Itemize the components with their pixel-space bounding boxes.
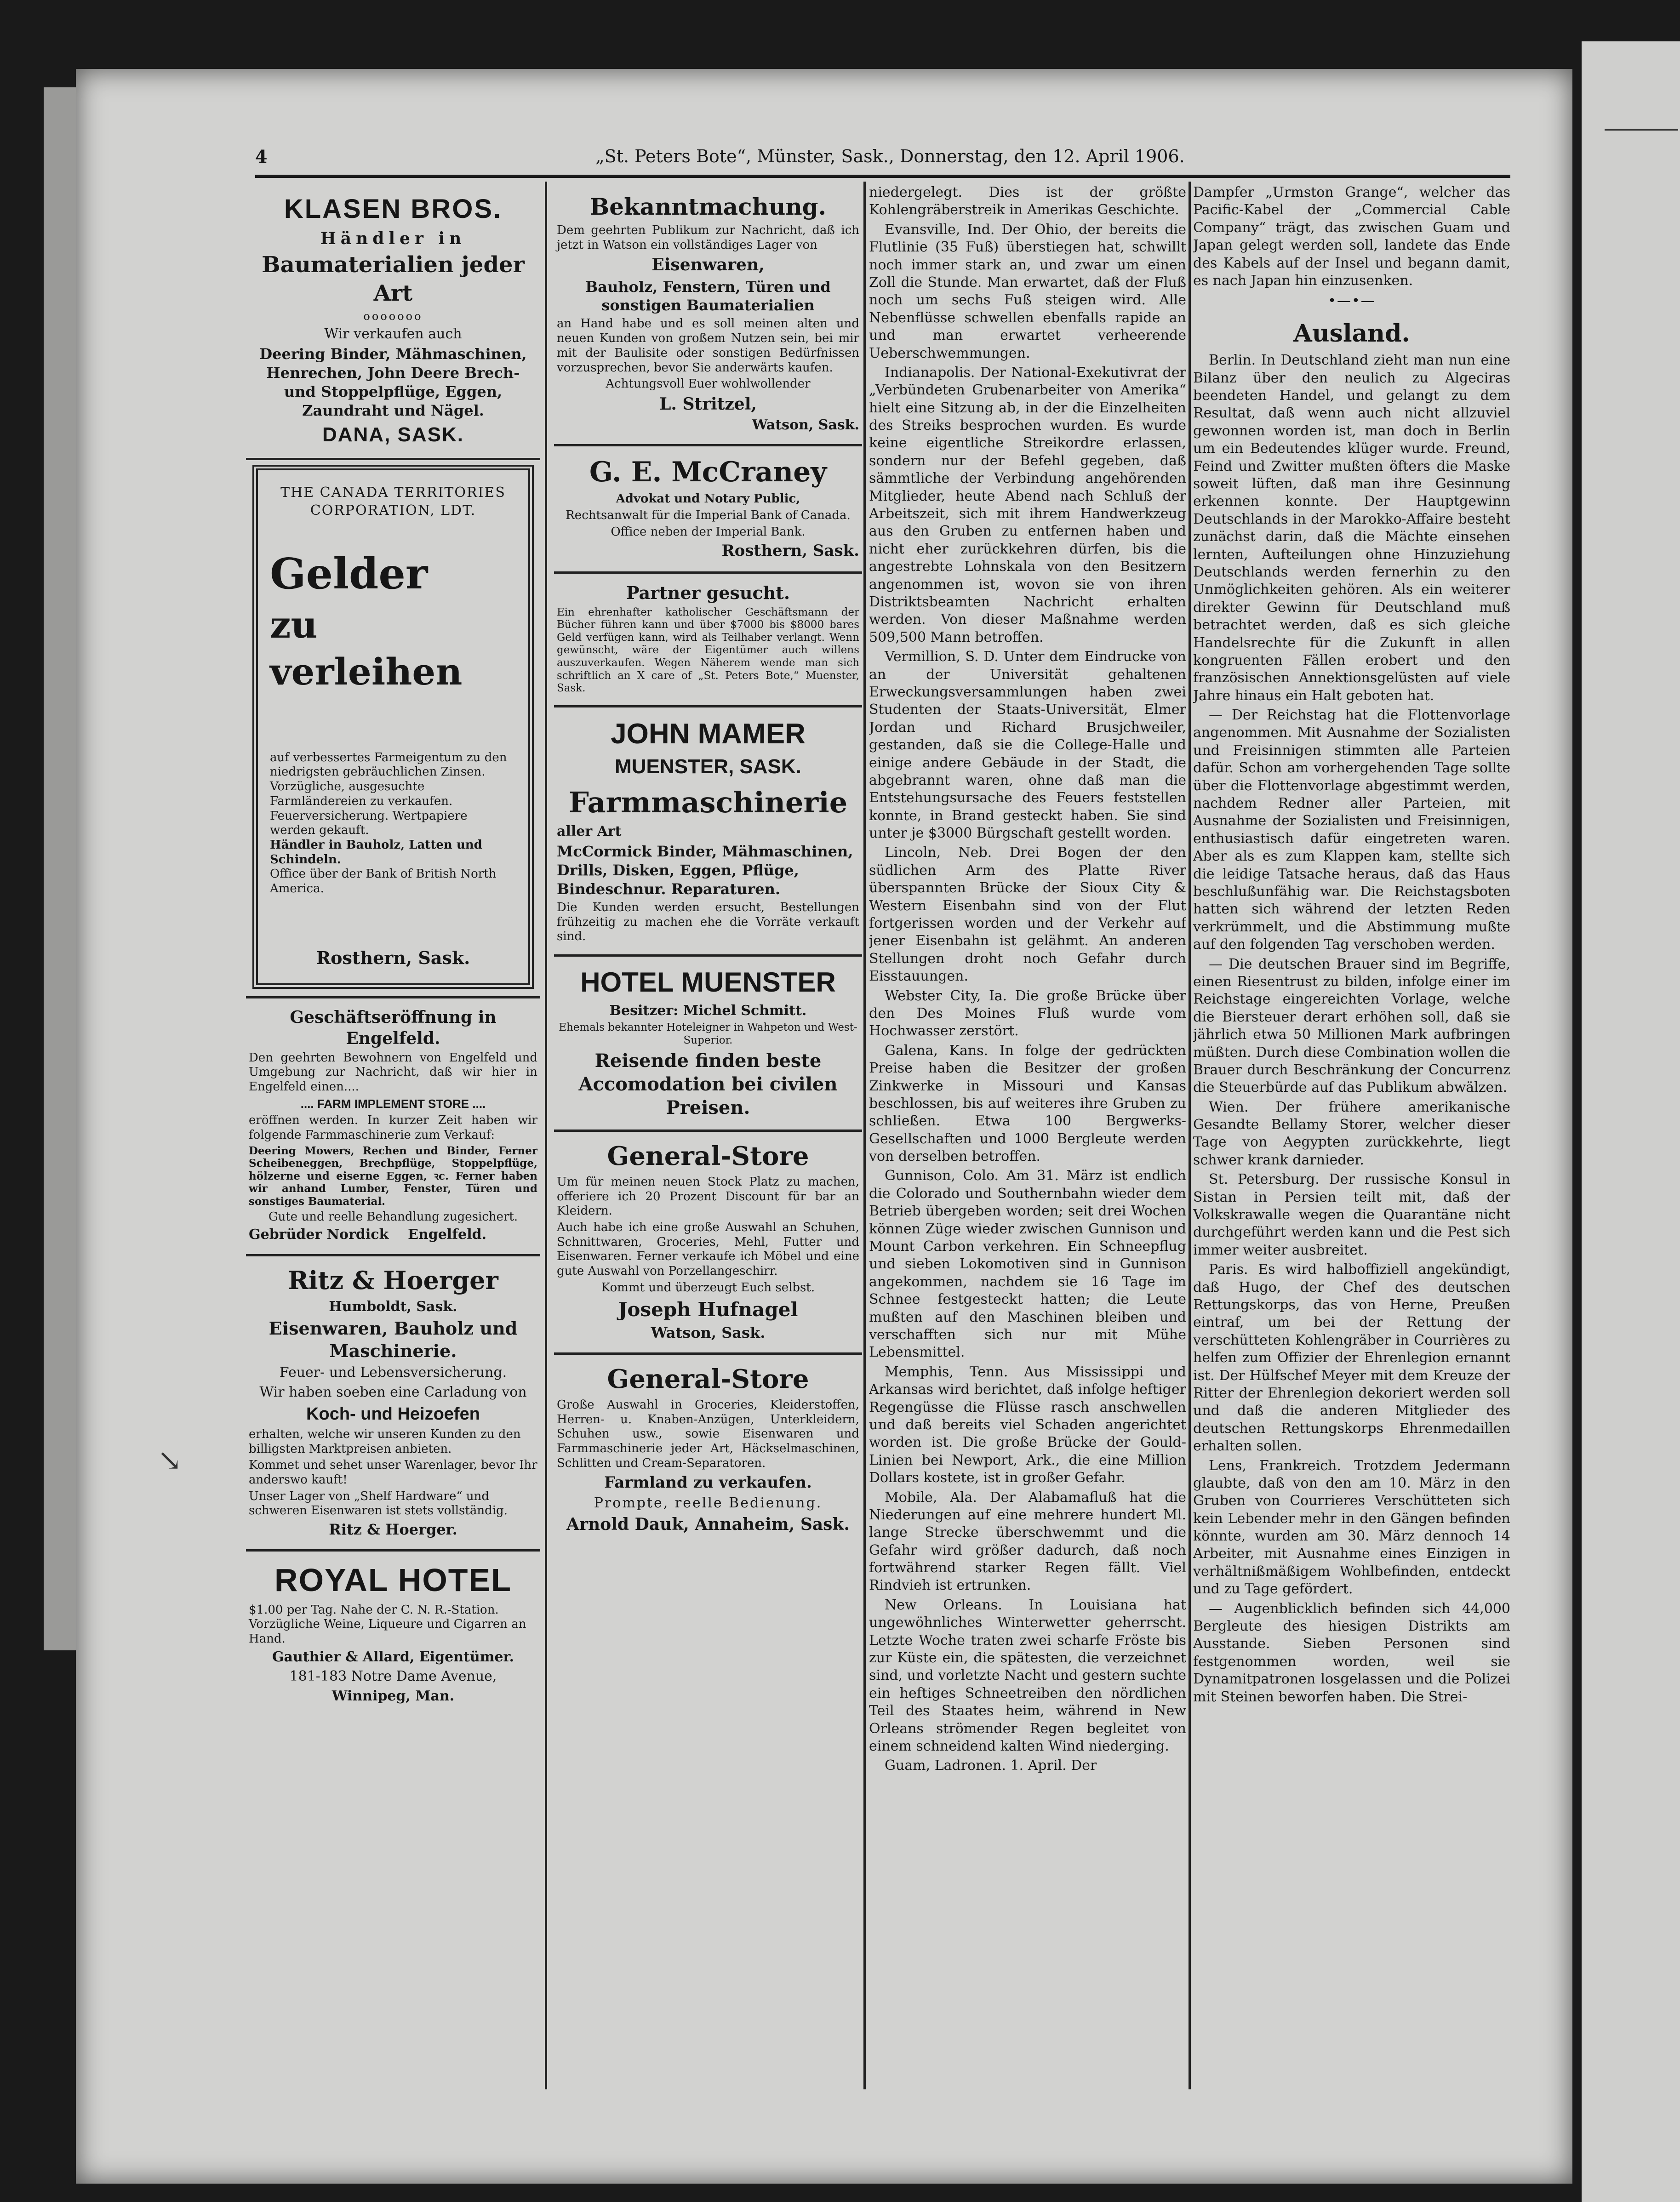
royal-addr: 181-183 Notre Dame Avenue,: [289, 1668, 497, 1685]
royal-city: Winnipeg, Man.: [331, 1688, 455, 1704]
ad-general-store-hufnagel: [554, 1132, 862, 1355]
ritz-l6: Kommet und sehet unser Warenlager, bevor Ihr anderswo kauft!: [249, 1458, 537, 1487]
klasen-name: KLASEN BROS.: [284, 194, 503, 224]
news-para: Vermillion, S. D. Unter dem Eindrucke von an der Universität gehaltenen Erweckungsversammlungen haben zwei Studenten der Staats-Universität, Elmer Jordan und Richard Brusjchweiler, gestanden, daß sie die College-Halle und einige andere Gebäude in der Stadt, die abgebrannt waren, ohne daß man die Entstehungsursache des Feuers feststellen konnte, in Brand gesteckt haben. Sie sind unter je $3000 Bürgschaft gestellt worden.: [869, 649, 1186, 842]
hotel-former: Ehemals bekannter Hoteleigner in Wahpeton und West-Superior.: [559, 1021, 857, 1046]
page-header: [255, 146, 1510, 174]
ritz-town: Humboldt, Sask.: [329, 1298, 457, 1315]
gs1-sign: Joseph Hufnagel: [618, 1298, 798, 1321]
news-para: St. Petersburg. Der russische Konsul in Sistan in Persien teilt mit, daß der Volkskrawalle wegen die Quarantäne nicht durchgeführt werden kann und die Pest sich immer weiter ausbreitet.: [1193, 1171, 1510, 1258]
header-line: „St. Peters Bote“, Münster, Sask., Donnerstag, den 12. April 1906.: [595, 146, 1185, 166]
column-rule-3: [1189, 182, 1191, 2089]
ritz-l3: Wir haben soeben eine Carladung von: [259, 1384, 527, 1400]
mamer-name: JOHN MAMER: [611, 718, 806, 750]
mamer-big: Farmmaschinerie: [568, 786, 848, 820]
hotel-t1: Reisende finden beste Accomodation bei civilen Preisen.: [578, 1050, 838, 1118]
news-para: Lincoln, Neb. Drei Bogen der den südlichen Arm des Platte River überspannten Brücke der Sioux City & Western Eisenbahn sind von der Flut fortgerissen worden und der Verkehr auf jener Eisenbahn ist gelähmt. An anderen Stellungen droht noch Gefahr durch Eisstauungen.: [869, 844, 1186, 985]
ritz-l7: Unser Lager von „Shelf Hardware“ und schweren Eisenwaren ist stets vollständig.: [249, 1489, 508, 1518]
news-para: Memphis, Tenn. Aus Mississippi und Arkansas wird berichtet, daß infolge heftiger Regengüsse die Flüsse rasch anschwellen und daß bereits viel Schaden angerichtet worden ist. Die große Brücke der Gould-Linien bei Newport, Ark., die eine Million Dollars kostete, ist in großer Gefahr.: [869, 1363, 1186, 1486]
bek-t2: Eisenwaren,: [651, 255, 765, 275]
ritz-name: Ritz & Hoerger: [288, 1265, 498, 1295]
news-para: — Augenblicklich befinden sich 44,000 Bergleute des hiesigen Distrikts am Ausstande. Sieben Personen sind festgenommen worden, weil sie Dynamitpatronen losgelassen und die Polizei mit Steinen beworfen haben. Die Strei-: [1193, 1600, 1510, 1705]
mamer-place: MUENSTER, SASK.: [615, 755, 801, 778]
mccraney-t2: Rechtsanwalt für die Imperial Bank of Canada.: [566, 508, 851, 522]
mamer-t2: Die Kunden werden ersucht, Bestellungen frühzeitig zu machen ehe die Vorräte verkauft sind.: [557, 901, 859, 944]
header-rule: [255, 175, 1510, 178]
klasen-l1: Händler in: [320, 229, 466, 249]
gs2-title: General-Store: [607, 1364, 809, 1395]
column-2: [554, 184, 862, 2092]
bek-t5: Achtungsvoll Euer wohlwollender: [606, 377, 811, 391]
news-para: — Der Reichstag hat die Flottenvorlage angenommen. Mit Ausnahme der Sozialisten und Freisinnigen stimmten alle Parteien dafür. Schon am vorhergehenden Tage sollte über die Flottenvorlage abgestimmt werden, nachdem Redner aller Parteien, mit Ausnahme der Sozialisten und Freisinnigen, enthusiastisch dafür eingetreten waren. Aber als es zum Klappen kam, stellte sich die leidige Tatsache heraus, daß das Haus beschlußunfähig war. Die Reichstagsboten hatten sich während der letzten Reden verkrümmelt, und die Abstimmung mußte auf den folgenden Tag verschoben werden.: [1193, 707, 1510, 953]
gs2-sign: Arnold Dauk, Annaheim, Sask.: [566, 1515, 850, 1535]
ad-mccraney: [554, 446, 862, 573]
canada-t4: Händler in Bauholz, Latten und Schindeln.: [270, 838, 482, 867]
ornament-divider: •—•—: [1328, 293, 1376, 309]
klasen-l4: Deering Binder, Mähmaschinen, Henrechen, John Deere Brech- und Stoppelpflüge, Eggen, Zaundraht und Nägel.: [259, 345, 527, 420]
mccraney-t3: Office neben der Imperial Bank.: [611, 525, 806, 539]
hotel-owner: Besitzer: Michel Schmitt.: [609, 1002, 807, 1019]
ad-john-mamer: [554, 707, 862, 957]
news-para: Berlin. In Deutschland zieht man nun eine Bilanz über den neulich zu Algeciras beendeten Handel, und gelangt zu dem Resultat, daß wenn auch nicht allzuviel gewonnen worden ist, man doch in Berlin um ein Bedeutendes klüger wurde. Freund, Feind und Zwitter mußten öfters die Maske soweit lüften, daß man ihre Gesinnung erkennen konnte. Der Hauptgewinn Deutschlands in der Marokko-Affaire besteht zunächst darin, daß die Mächte einsehen lernten, Aufteilungen ohne Hinzuziehung Deutschlands werden fernerhin zu den Unmöglichkeiten gehören. Als ein weiterer direkter Gewinn für Deutschland muß betrachtet werden, daß es sich gleiche Handelsrechte für die Zukunft in allen kongruenten Fällen erobert und den französischen Annektionsgelüsten auf viele Jahre hinaus ein Halt geboten hat.: [1193, 352, 1510, 704]
ad-bekanntmachung: [554, 184, 862, 446]
klasen-orn: ooooooo: [363, 310, 423, 323]
engelfeld-place: Engelfeld.: [408, 1227, 487, 1243]
canada-t5: Office über der Bank of British North America.: [270, 867, 497, 896]
klasen-place: DANA, SASK.: [322, 423, 464, 446]
ad-general-store-dauk: [554, 1355, 862, 1545]
gs1-title: General-Store: [607, 1141, 809, 1172]
canada-big2: zu verleihen: [270, 603, 463, 694]
engelfeld-t2: eröffnen werden. In kurzer Zeit haben wir folgende Farmmaschinerie zum Verkauf:: [249, 1113, 537, 1142]
ritz-l4: Koch- und Heizoefen: [306, 1404, 480, 1424]
partner-text: Ein ehrenhafter katholischer Geschäftsmann der Bücher führen kann und über $7000 bis $8000 bares Geld verfügen kann, wird als Teilhaber verlangt. Wenn gewünscht, wäre der Eigentümer auch willens auszuverkaufen. Wegen Näherem wende man sich schriftlich an X care of „St. Peters Bote,“ Muenster, Sask.: [557, 606, 859, 695]
bek-t3: Bauholz, Fenstern, Türen und sonstigen Baumaterialien: [585, 278, 831, 314]
ad-hotel-muenster: [554, 957, 862, 1132]
bek-t1: Dem geehrten Publikum zur Nachricht, daß ich jetzt in Watson ein vollständiges Lager von: [557, 223, 859, 252]
canada-t2: Vorzügliche, ausgesuchte Farmländereien zu verkaufen.: [270, 780, 453, 808]
pencil-mark: ↘: [157, 1443, 182, 1478]
news-para: niedergelegt. Dies ist der größte Kohlengräberstreik in Amerikas Geschichte.: [869, 184, 1186, 218]
page-number: 4: [255, 146, 268, 167]
news-para: Guam, Ladronen. 1. April. Der: [885, 1757, 1097, 1774]
canada-t3: Feuerversicherung. Wertpapiere werden gekauft.: [270, 809, 468, 838]
engelfeld-t4: Gute und reelle Behandlung zugesichert.: [268, 1209, 518, 1224]
gs1-t2: Auch habe ich eine große Auswahl an Schuhen, Schnittwaren, Groceries, Mehl, Futter und Eisenwaren. Ferner verkaufe ich Möbel und eine gute Auswahl von Porzellangeschirr.: [557, 1220, 859, 1278]
engelfeld-title: Geschäftseröffnung in Engelfeld.: [290, 1007, 497, 1048]
news-para: Wien. Der frühere amerikanische Gesandte Bellamy Storer, welcher dieser Tage von Aegypten zurückkehrte, liegt schwer krank darnieder.: [1193, 1099, 1510, 1168]
klasen-l2: Baumaterialien jeder Art: [262, 252, 525, 306]
canada-company: THE CANADA TERRITORIES CORPORATION, LDT.: [280, 485, 506, 519]
column-rule-1: [545, 182, 547, 2089]
ritz-l5: erhalten, welche wir unseren Kunden zu den billigsten Marktpreisen anbieten.: [249, 1427, 521, 1456]
canada-big1: Gelder: [270, 549, 428, 599]
gs1-t1: Um für meinen neuen Stock Platz zu machen, offeriere ich 20 Prozent Discount für bar an Kleidern.: [557, 1175, 859, 1218]
ad-klasen-bros: [246, 184, 540, 460]
ritz-l1: Eisenwaren, Bauholz und Maschinerie.: [269, 1318, 518, 1361]
ad-canada-territories: [252, 465, 534, 988]
mccraney-place: Rosthern, Sask.: [721, 542, 859, 560]
royal-name: ROYAL HOTEL: [274, 1562, 512, 1598]
next-page-rule: [1605, 129, 1678, 131]
engelfeld-store: .... FARM IMPLEMENT STORE ....: [300, 1096, 486, 1111]
gs2-t1: Große Auswahl in Groceries, Kleiderstoffen, Herren- u. Knaben-Anzügen, Unterkleidern, Schuhen usw., sowie Eisenwaren und Farmmaschinerie jeder Art, Häckselmaschinen, Schlitten und Cream-Separatoren.: [557, 1398, 859, 1470]
engelfeld-t1: Den geehrten Bewohnern von Engelfeld und Umgebung zur Nachricht, daß wir hier in Engelfeld einen....: [249, 1050, 537, 1094]
news-para: Gunnison, Colo. Am 31. März ist endlich die Colorado und Southernbahn wieder dem Betrieb übergeben worden; seit drei Wochen können Züge wieder zwischen Gunnison und Mount Carbon verkehren. Ein Schneepflug und sieben Lokomotiven sind in Gunnison angekommen, nachdem sie 16 Tage im Schnee festgesteckt hatten; die Leute mußten auf den Maschinen bleiben und verschafften sich nur mit Mühe Lebensmittel.: [869, 1168, 1186, 1361]
gs2-t2: Farmland zu verkaufen.: [604, 1473, 812, 1492]
news-para: Webster City, Ia. Die große Brücke über den Des Moines Fluß wurde vom Hochwasser zerstört.: [869, 987, 1186, 1039]
bek-sign: L. Stritzel,: [659, 394, 757, 414]
news-para: New Orleans. In Louisiana hat ungewöhnliches Winterwetter geherrscht. Letzte Woche traten zwei scharfe Fröste bis zur Küste ein, die spätesten, die verzeichnet sind, und vorletzte Nacht und gestern suchte ein heftiges Schneetreiben den nördlichen Teil des Staates heim, während in New Orleans strömender Regen begleitet von einem schneidend kalten Wind niederging.: [869, 1597, 1186, 1754]
news-para: Indianapolis. Der National-Exekutivrat der „Verbündeten Grubenarbeiter von Amerika“ hielt eine Sitzung ab, in der die Einzelheiten des Streiks besprochen wurden. Es wurde keine eigentliche Streikordre erlassen, sondern nur der Befehl gegeben, daß sämmtliche der Verbindung angehörenden Mitglieder, heute Abend nach Schluß der Arbeitszeit, sich mit ihrem Handwerkzeug aus den Gruben zu entfernen haben und nicht eher zurückkehren dürfen, bis die angestrebte Lohnskala von den Besitzern angenommen ist, wovon sie von ihren Distriktsbeamten Nachricht erhalten werden. Von dieser Maßnahme werden 509,500 Mann betroffen.: [869, 364, 1186, 645]
bek-t4: an Hand habe und es soll meinen alten und neuen Kunden von großem Nutzen sein, bei mir mit der Baulisite oder sonstigen Bedürfnissen vorzusprechen, bevor Sie anderwärts kaufen.: [557, 317, 859, 375]
column-3-news: [869, 184, 1186, 2092]
canada-t1: auf verbessertes Farmeigentum zu den niedrigsten gebräuchlichen Zinsen.: [270, 750, 507, 779]
news-para: Evansville, Ind. Der Ohio, der bereits die Flutlinie (35 Fuß) überstiegen hat, schwillt noch immer stark an, und zwar um einen Zoll die Stunde. Man erwartet, daß der Fluß noch um sechs Fuß steigen wird. Alle Nebenflüsse schwellen ebenfalls rapide an und man erwartet verheerende Ueberschwemmungen.: [869, 221, 1186, 361]
klasen-l3: Wir verkaufen auch: [324, 325, 462, 342]
mamer-sub: aller Art: [557, 823, 622, 839]
partner-title: Partner gesucht.: [626, 582, 790, 603]
ad-royal-hotel: [246, 1552, 540, 1715]
ad-ritz-hoerger: [246, 1256, 540, 1552]
royal-owner: Gauthier & Allard, Eigentümer.: [272, 1649, 514, 1665]
bek-title: Bekanntmachung.: [589, 193, 827, 220]
news-para-intro: Dampfer „Urmston Grange“, welcher das Pacific-Kabel der „Commercial Cable Company“ trägt, das zwischen Guam und Japan gelegt werden soll, landete das Ende des Kabels auf der Insel und begann damit, es nach Japan hin einzusenken.: [1193, 184, 1510, 289]
hotel-name: HOTEL MUENSTER: [580, 967, 836, 998]
canada-place: Rosthern, Sask.: [316, 947, 470, 968]
bek-place: Watson, Sask.: [752, 417, 859, 434]
gs2-t3: Prompte, reelle Bedienung.: [594, 1495, 823, 1512]
mccraney-name: G. E. McCraney: [589, 456, 827, 489]
news-para: Mobile, Ala. Der Alabamafluß hat die Niederungen auf eine mehrere hundert Ml. lange Strecke überschwemmt und die Gefahr wird größer dadurch, daß noch fortwährend starker Regen fällt. Viel Rindvieh ist ertrunken.: [869, 1489, 1186, 1594]
ritz-sign: Ritz & Hoerger.: [329, 1521, 457, 1539]
news-para: Paris. Es wird halboffiziell angekündigt, daß Hugo, der Chef des deutschen Rettungskorps, das von Herne, Preußen eintraf, um bei der Rettung der verschütteten Kohlengräber in Courrières zu helfen zum Offizier der Ehrenlegion ernannt ist. Der Hülfschef Meyer mit dem Kreuze der Ritter der Ehrenlegion dekoriert werden soll und daß die anderen Mitglieder des deutschen Rettungskorps Ehrenmedaillen erhalten sollen.: [1193, 1261, 1510, 1455]
news-para: Galena, Kans. In folge der gedrückten Preise haben die Besitzer der großen Zinkwerke in Missouri und Kansas beschlossen, bis auf weiteres ihre Gruben zu schließen. Etwa 100 Bergwerks-Gesellschaften und 1000 Bergleute werden von derselben betroffen.: [869, 1042, 1186, 1165]
ad-partner: [554, 574, 862, 707]
column-4-news: [1193, 184, 1510, 2092]
column-1: [246, 184, 540, 2092]
mccraney-t1: Advokat und Notary Public,: [616, 492, 800, 506]
gs1-t3: Kommt und überzeugt Euch selbst.: [601, 1280, 815, 1295]
column-rule-2: [863, 182, 866, 2089]
news-para: Lens, Frankreich. Trotzdem Jedermann glaubte, daß von den am 10. März in den Gruben von Courrieres Verschütteten sich kein Lebender mehr in den Gängen befinden könnte, wurden am 30. März dennoch 14 Arbeiter, mit Ausnahme eines Einzigen in verhältnißmäßigem Wohlbefinden, entdeckt und zu Tage gefördert.: [1193, 1457, 1510, 1597]
engelfeld-t3: Deering Mowers, Rechen und Binder, Ferner Scheibeneggen, Brechpflüge, Stoppelpflüge, hölzerne und eiserne Eggen, ꝛc. Ferner haben wir anhand Lumber, Fenster, Türen und sonstiges Baumaterial.: [249, 1144, 537, 1208]
mamer-t1: McCormick Binder, Mähmaschinen, Drills, Disken, Eggen, Pflüge, Bindeschnur. Reparaturen.: [557, 843, 853, 898]
engelfeld-sign: Gebrüder Nordick: [249, 1227, 389, 1243]
news-para: — Die deutschen Brauer sind im Begriffe, einen Riesentrust zu bilden, infolge einer im Reichstage eingereichten Vorlage, welche die Biersteuer derart erhöhen soll, daß sie jährlich etwa 50 Millionen Mark aufbringen müßten. Durch diese Combination wollen die Brauer durch Beschränkung der Concurrenz die Steuerbürde auf das Publikum abwälzen.: [1193, 956, 1510, 1096]
section-title-ausland: Ausland.: [1293, 319, 1410, 348]
royal-t1: $1.00 per Tag. Nahe der C. N. R.-Station. Vorzügliche Weine, Liqueure und Cigarren an Hand.: [249, 1603, 526, 1646]
next-page-strip: [1582, 41, 1680, 2202]
gs1-place: Watson, Sask.: [651, 1324, 766, 1342]
ritz-l2: Feuer- und Lebensversicherung.: [279, 1364, 507, 1381]
engelfeld-signline: [249, 1226, 537, 1244]
ad-engelfeld: [246, 996, 540, 1256]
